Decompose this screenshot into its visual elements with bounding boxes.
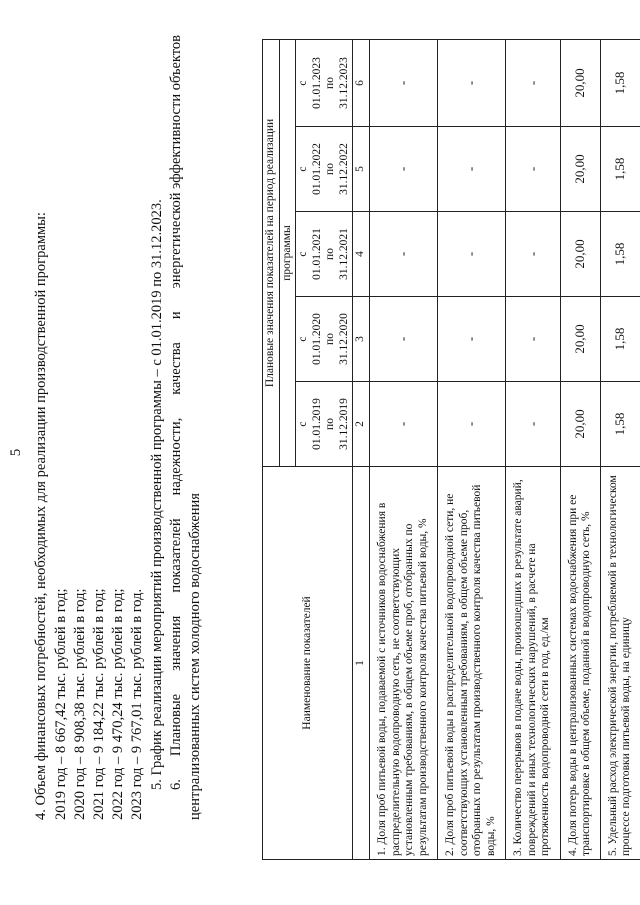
- section-5-heading: 5. График реализации мероприятий производственной программы – с 01.01.2019 по 31.12.2023.: [149, 199, 165, 790]
- budget-line-2020: 2020 год – 8 908,38 тыс. рублей в год;: [72, 588, 88, 820]
- budget-line-2023: 2023 год – 9 767,01 тыс. рублей в год.: [129, 588, 145, 820]
- header-period-2019: с 01.01.2019 по 31.12.2019: [296, 382, 353, 467]
- table-row: 5. Удельный расход электрической энергии, потребляемой в технологическом процессе подготовки питьевой воды, на единицу 1,58 1,58 1,58 1,58 1,58: [600, 40, 640, 860]
- header-period-2023: с 01.01.2023 по 31.12.2023: [296, 40, 353, 127]
- column-number: 4: [353, 212, 370, 297]
- header-period-2021: с 01.01.2021 по 31.12.2021: [296, 212, 353, 297]
- table-row: 1. Доля проб питьевой воды, подаваемой с источников водоснабжения в распределительную водопроводную сеть, не соответствующих установленным требованиям, в общем объеме проб, отобранных по результатам производственного контроля качества питьевой воды, % - - - - -: [369, 40, 437, 860]
- budget-line-2022: 2022 год – 9 470,24 тыс. рублей в год;: [110, 588, 126, 820]
- header-planned-values: Плановые значения показателей на период реализации: [263, 40, 280, 467]
- table-row: 3. Количество перерывов в подаче воды, произошедших в результате аварий, повреждений и иных технологических нарушений, в расчете на протяженность водопроводной сети в год, ед./км - - - - -: [505, 40, 560, 860]
- table-row: 4. Доля потерь воды в централизованных системах водоснабжения при ее транспортировке в общем объеме, поданной в водопроводную сеть, % 20,00 20,00 20,00 20,00 20,00: [560, 40, 600, 860]
- column-number: 2: [353, 382, 370, 467]
- column-number: 6: [353, 40, 370, 127]
- budget-line-2021: 2021 год – 9 184,22 тыс. рублей в год;: [91, 588, 107, 820]
- section-4-heading: 4. Объем финансовых потребностей, необходимых для реализации производственной программы:: [33, 212, 49, 820]
- section-6-heading-cont: централизованных систем холодного водоснабжения: [187, 493, 203, 820]
- header-indicator-name: Наименование показателей: [263, 467, 353, 860]
- section-6-heading: 6. Плановые значения показателей надежности, качества и энергетической эффективности объектов: [168, 35, 184, 790]
- page-number: 5: [8, 448, 24, 457]
- column-number: 5: [353, 127, 370, 212]
- table-row: 2. Доля проб питьевой воды в распределительной водопроводной сети, не соответствующих установленным требованиям, в общем объеме проб, отобранных по результатам производственного контроля качества питьевой воды, % - - - - -: [437, 40, 505, 860]
- indicators-table: [262, 39, 640, 860]
- header-program: программы: [279, 40, 296, 467]
- column-number: 1: [353, 467, 370, 860]
- budget-line-2019: 2019 год – 8 667,42 тыс. рублей в год;: [53, 588, 69, 820]
- column-number: 3: [353, 297, 370, 382]
- header-period-2020: с 01.01.2020 по 31.12.2020: [296, 297, 353, 382]
- header-period-2022: с 01.01.2022 по 31.12.2022: [296, 127, 353, 212]
